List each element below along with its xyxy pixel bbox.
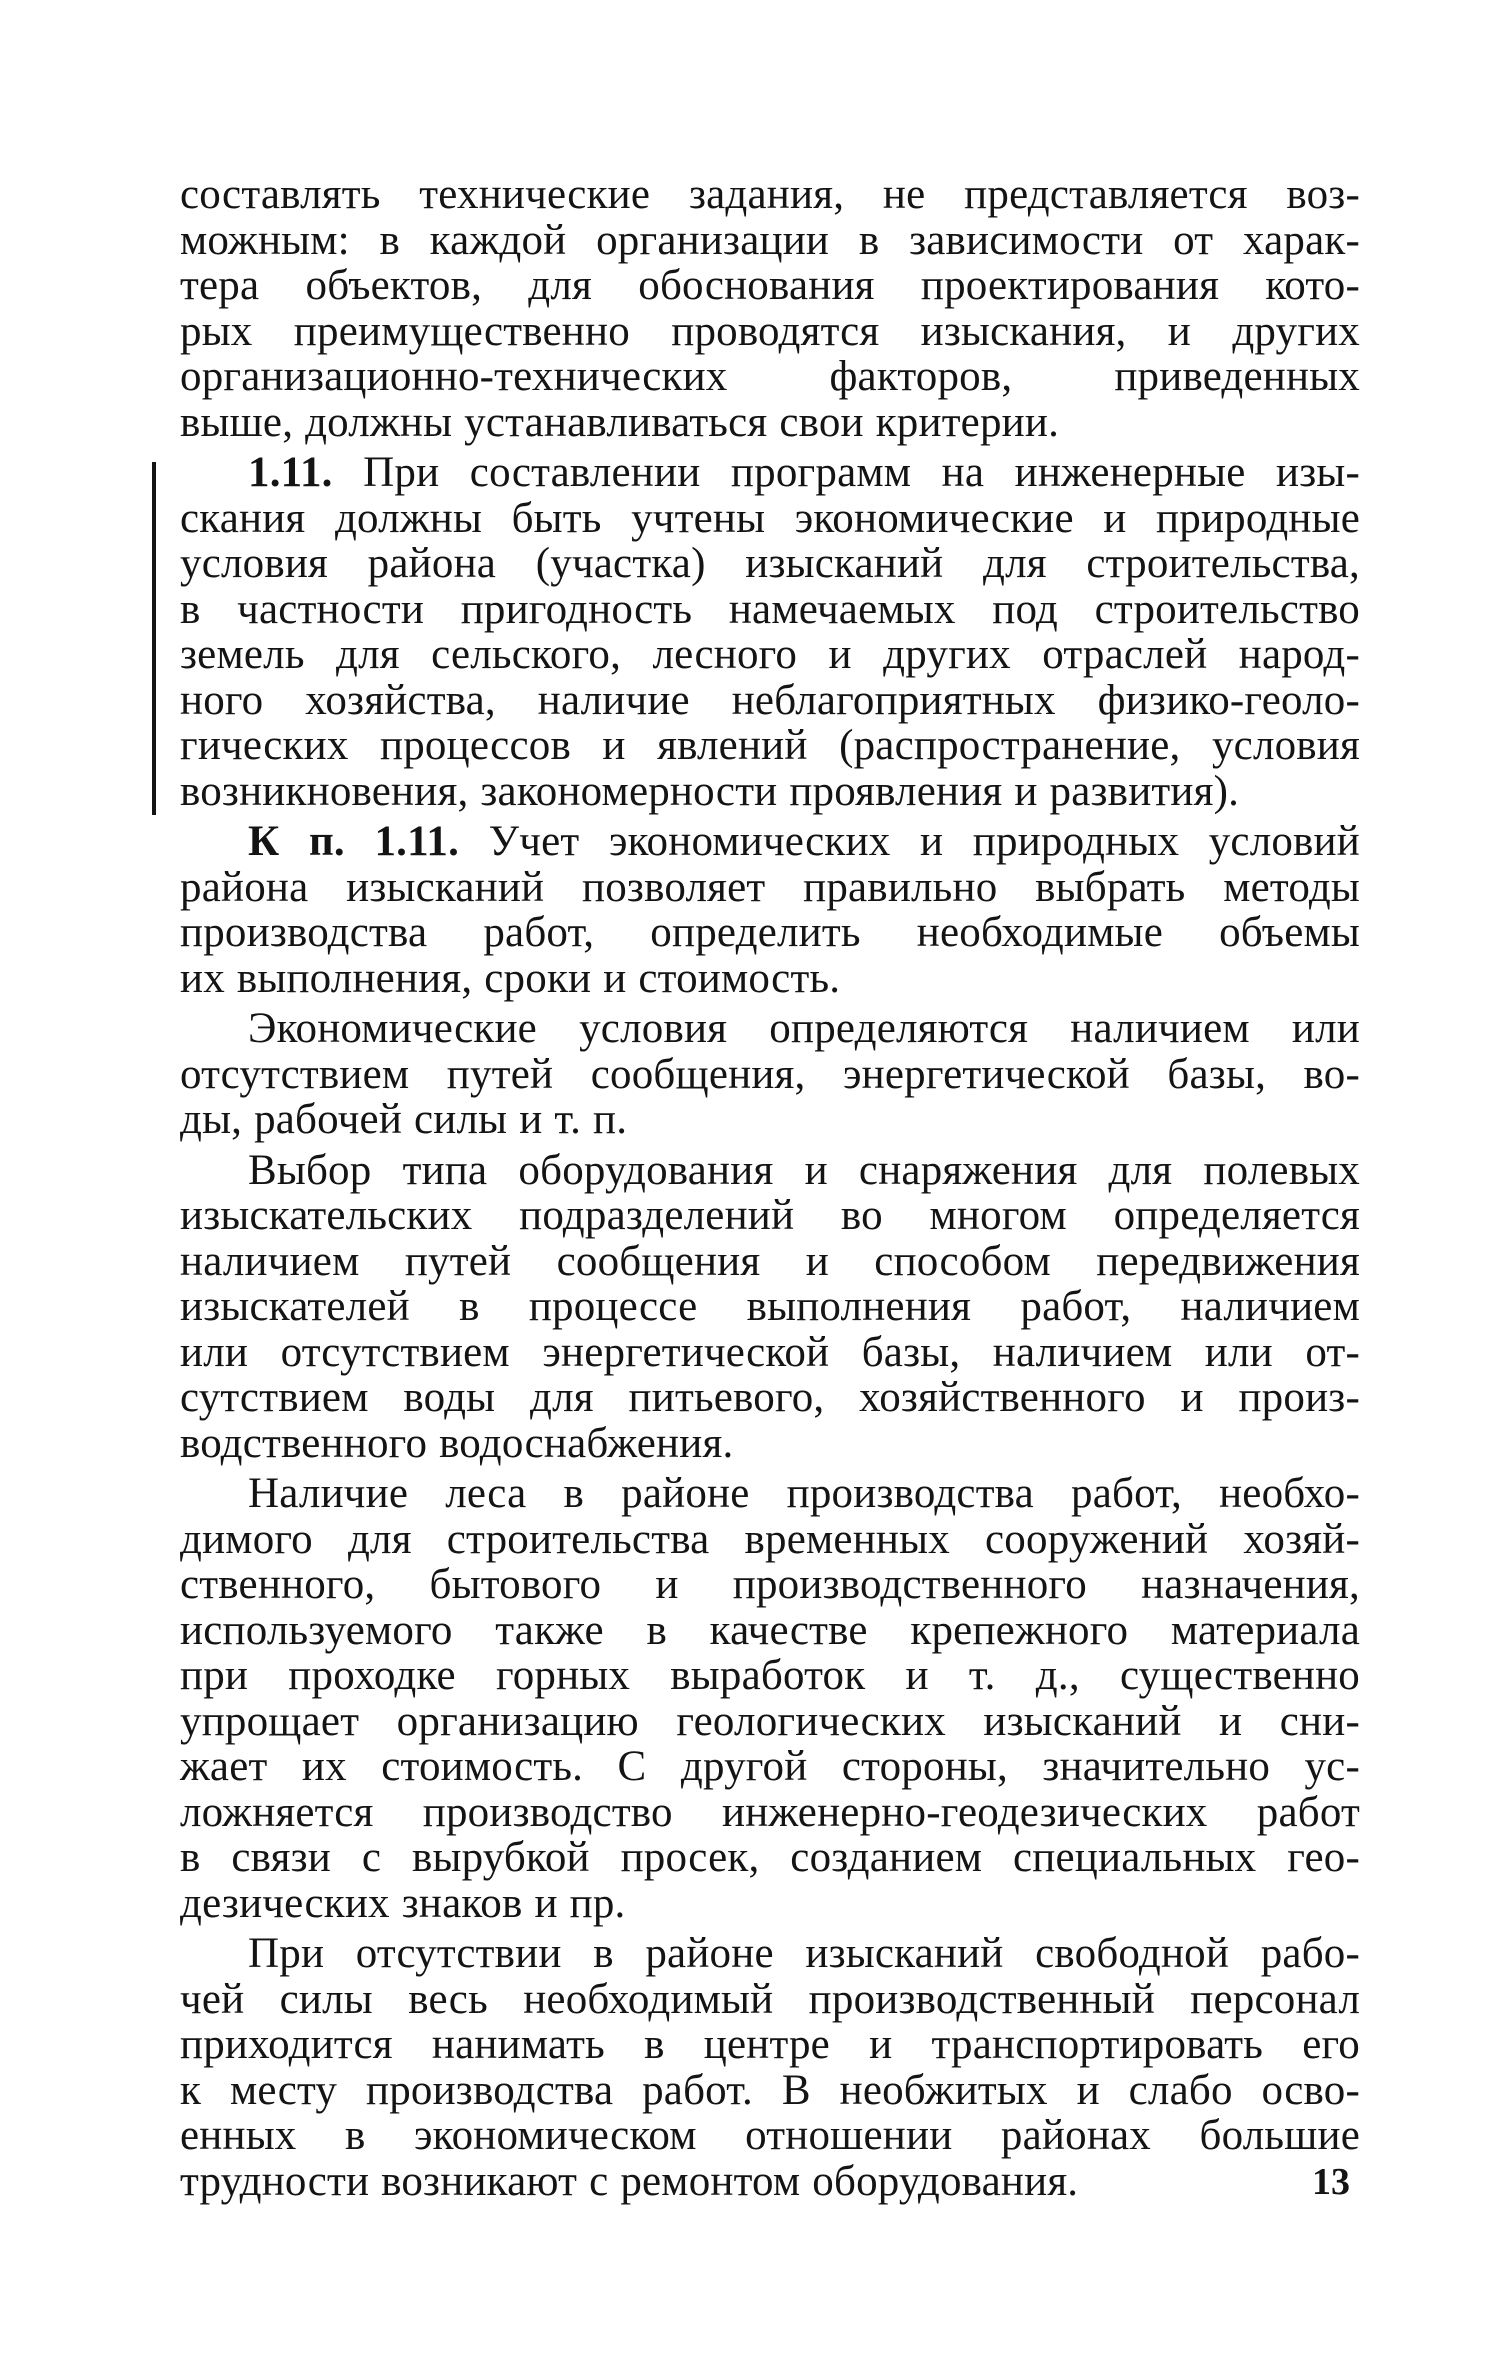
clause-number: 1.11. xyxy=(248,449,333,496)
text-line: При отсутствии в районе изысканий свободной рабо- xyxy=(248,1930,1360,1977)
page-number: 13 xyxy=(1312,2161,1350,2203)
text-line: Экономические условия определяются наличием или xyxy=(248,1005,1360,1052)
document-page xyxy=(180,172,1360,2204)
text-line: наличием путей сообщения и способом передвижения xyxy=(180,1237,1360,1285)
paragraph-economic-conditions xyxy=(180,1006,1360,1143)
paragraph-equipment-choice xyxy=(180,1148,1360,1467)
text-line: можным: в каждой организации в зависимости от харак- xyxy=(180,216,1360,264)
paragraph-forest-availability xyxy=(180,1471,1360,1926)
text-line: отсутствием путей сообщения, энергетической базы, во- xyxy=(180,1050,1360,1098)
text-line: района изысканий позволяет правильно выбрать методы xyxy=(180,863,1360,911)
text-line: сутствием воды для питьевого, хозяйственного и произ- xyxy=(180,1374,1360,1421)
text-line: енных в экономическом отношении районах большие xyxy=(180,2112,1360,2159)
text-line: ды, рабочей силы и т. п. xyxy=(180,1096,628,1143)
paragraph-criteria-continuation xyxy=(180,172,1360,445)
text-line: их выполнения, сроки и стоимость. xyxy=(180,954,841,1002)
text-line: чей силы весь необходимый производственный персонал xyxy=(180,1975,1360,2023)
text-line: организационно-технических факторов, приведенных xyxy=(180,353,1360,400)
text-line: жает их стоимость. С другой стороны, значительно ус- xyxy=(180,1743,1360,1790)
margin-change-bar xyxy=(152,462,156,815)
text-line: ственного, бытового и производственного назначения, xyxy=(180,1561,1360,1608)
text-line: в частности пригодность намечаемых под строительство xyxy=(180,585,1360,633)
text-line: трудности возникают с ремонтом оборудования. xyxy=(180,2157,1079,2205)
text-line: скания должны быть учтены экономические и природные xyxy=(180,494,1360,542)
text-line: ложняется производство инженерно-геодезических работ xyxy=(180,1788,1360,1836)
text-line: выше, должны устанавливаться свои критерии. xyxy=(180,398,1060,446)
text-line: составлять технические задания, не представляется воз- xyxy=(180,171,1360,218)
paragraph-clause-1-11 xyxy=(180,450,1360,814)
text-line: гических процессов и явлений (распространение, условия xyxy=(180,722,1360,769)
text-line: Выбор типа оборудования и снаряжения для полевых xyxy=(248,1146,1360,1194)
text-line xyxy=(180,819,1360,865)
text-line: к месту производства работ. В необжитых и слабо осво- xyxy=(180,2066,1360,2114)
text-line: димого для строительства временных сооружений хозяй- xyxy=(180,1515,1360,1563)
text-line: в связи с вырубкой просек, созданием специальных гео- xyxy=(180,1834,1360,1881)
paragraph-commentary-1-11 xyxy=(180,819,1360,1001)
paragraph-labor-force xyxy=(180,1931,1360,2204)
text-line: изыскателей в процессе выполнения работ, наличием xyxy=(180,1283,1360,1330)
text-line: используемого также в качестве крепежного материала xyxy=(180,1606,1360,1654)
commentary-reference: К п. 1.11. xyxy=(248,818,460,865)
text-line: дезических знаков и пр. xyxy=(180,1879,626,1927)
text-line: тера объектов, для обоснования проектирования кото- xyxy=(180,262,1360,309)
text-line: Наличие леса в районе производства работ, необхо- xyxy=(248,1470,1360,1517)
text-line xyxy=(180,450,1360,496)
text-line: ного хозяйства, наличие неблагоприятных физико-геоло- xyxy=(180,676,1360,724)
text-line: изыскательских подразделений во многом определяется xyxy=(180,1192,1360,1239)
text-line: производства работ, определить необходимые объемы xyxy=(180,909,1360,956)
text-line: или отсутствием энергетической базы, наличием или от- xyxy=(180,1328,1360,1376)
text-line: при проходке горных выработок и т. д., существенно xyxy=(180,1652,1360,1699)
text-line: водственного водоснабжения. xyxy=(180,1419,734,1467)
text-fragment: При составлении программ на инженерные изы- xyxy=(332,449,1360,496)
text-fragment: Учет экономических и природных условий xyxy=(459,818,1360,865)
text-line: возникновения, закономерности проявления и развития). xyxy=(180,767,1240,815)
text-line: условия района (участка) изысканий для строительства, xyxy=(180,540,1360,587)
text-line: рых преимущественно проводятся изыскания, и других xyxy=(180,307,1360,355)
text-line: приходится нанимать в центре и транспортировать его xyxy=(180,2021,1360,2068)
text-line: упрощает организацию геологических изысканий и сни- xyxy=(180,1697,1360,1745)
text-line: земель для сельского, лесного и других отраслей народ- xyxy=(180,631,1360,678)
